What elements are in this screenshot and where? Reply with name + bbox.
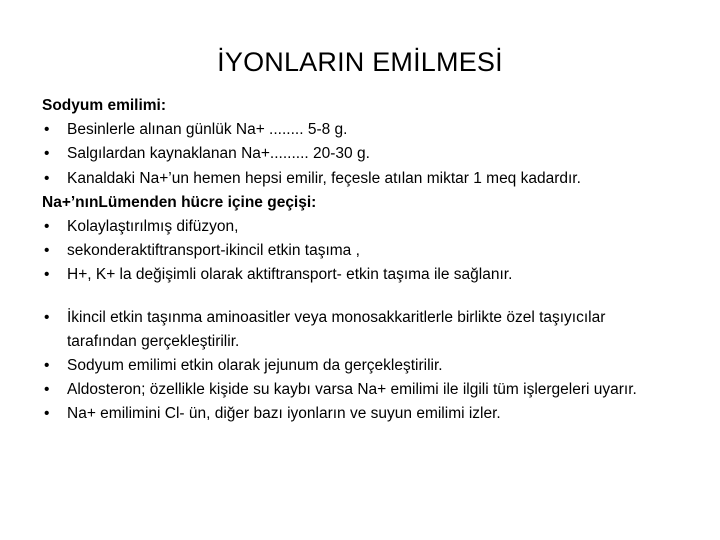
bullet-icon: • — [44, 266, 50, 284]
bullet-item — [42, 239, 710, 263]
bullet-text: Besinlerle alınan günlük Na+ ........ 5-8 g. — [67, 121, 348, 139]
section-heading-lumen-transport: Na+’nınLümenden hücre içine geçişi: — [42, 193, 317, 211]
bullet-item — [42, 118, 710, 142]
slide-title: İYONLARIN EMİLMESİ — [217, 47, 503, 77]
bullet-item — [42, 354, 652, 378]
bullet-icon: • — [44, 381, 50, 399]
bullet-text: Kanaldaki Na+’un hemen hepsi emilir, feçesle atılan miktar 1 meq kadardır. — [67, 169, 581, 187]
bullet-icon: • — [44, 357, 50, 375]
bullet-item — [42, 215, 710, 239]
slide-body — [42, 94, 710, 427]
bullet-icon: • — [44, 308, 50, 326]
bullet-icon: • — [44, 405, 50, 423]
bullet-item — [42, 402, 652, 426]
bullet-text: Sodyum emilimi etkin olarak jejunum da gerçekleştirilir. — [67, 357, 443, 375]
section-heading-sodium-absorption: Sodyum emilimi: — [42, 97, 167, 114]
bullet-icon: • — [44, 169, 50, 187]
bullet-item — [42, 167, 710, 191]
bullet-item — [42, 378, 652, 402]
bullet-icon: • — [44, 218, 50, 236]
bullet-text: Aldosteron; özellikle kişide su kaybı varsa Na+ emilimi ile ilgili tüm işlergeleri uyarır. — [67, 381, 637, 399]
bullet-text: Na+ emilimini Cl- ün, diğer bazı iyonların ve suyun emilimi izler. — [67, 405, 501, 423]
bullet-text: İkincil etkin taşınma aminoasitler veya monosakkaritlerle birlikte özel taşıyıcılar tarafından gerçekleştirilir. — [67, 308, 606, 350]
bullet-item — [42, 306, 652, 354]
spacer — [42, 288, 710, 306]
bullet-text: Salgılardan kaynaklanan Na+......... 20-30 g. — [67, 145, 370, 163]
bullet-icon: • — [44, 145, 50, 163]
bullet-item — [42, 263, 710, 287]
bullet-text: H+, K+ la değişimli olarak aktiftransport- etkin taşıma ile sağlanır. — [67, 266, 513, 284]
bullet-item — [42, 142, 710, 166]
bullet-text: Kolaylaştırılmış difüzyon, — [67, 218, 239, 236]
bullet-icon: • — [44, 121, 50, 139]
bullet-icon: • — [44, 242, 50, 260]
bullet-text: sekonderaktiftransport-ikincil etkin taşıma , — [67, 242, 360, 260]
